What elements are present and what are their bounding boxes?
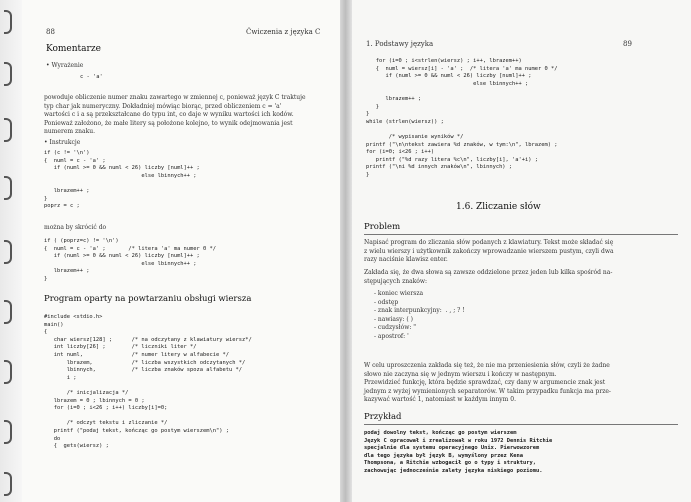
- text-line: [44, 180, 200, 188]
- text-line: lbrazem, /* liczba wszystkich odczytanych */: [44, 359, 246, 366]
- text-line: { numl = c - 'a' ;: [44, 157, 106, 164]
- text-line: podaj dowolny tekst, kończąc go postym wierszem: [364, 430, 517, 436]
- section-title: 1.6. Zliczanie słów: [456, 202, 541, 212]
- text-line: if (numl >= 0 && numl < 26) liczby [numl]++ ;: [44, 165, 200, 172]
- separator-list: [374, 290, 465, 342]
- paragraph: [364, 362, 680, 405]
- binding-ring: [4, 420, 12, 444]
- text-line: }: [366, 103, 379, 110]
- left-page: [22, 0, 340, 502]
- text-line: lbrazem = 0 ; lbinnych = 0 ;: [44, 397, 145, 404]
- text-line: }: [44, 275, 48, 282]
- binding-ring: [4, 176, 12, 200]
- bullet-text: • Wyrażenie: [46, 62, 84, 69]
- running-head: Ćwiczenia z języka C: [246, 28, 321, 36]
- text-line: zachowując jednocześnie zalety języka niskiego poziomu.: [364, 467, 543, 474]
- text-line: - apostrof: ': [374, 332, 409, 340]
- text-line: - odstęp: [374, 298, 399, 306]
- text-line: specjalnie dla systemu operacyjnego Unix. Pierwowzorem: [364, 445, 540, 452]
- section-heading: Program oparty na powtarzaniu obsługi wiersza: [44, 294, 252, 304]
- text-line: poprz = c ;: [44, 203, 80, 210]
- code-block: [44, 314, 252, 451]
- text-line: }: [366, 171, 370, 178]
- text-line: if (c != '\n'): [44, 150, 90, 156]
- text-line: stępujących znaków:: [364, 277, 428, 285]
- code-block: [44, 150, 200, 211]
- text-line: lbrazem++ ;: [366, 95, 422, 102]
- text-line: printf ("\n\ntekst zawiera %d znaków, w tym:\n", lbrazem) ;: [366, 141, 558, 148]
- text-line: char wiersz[128] ; /* na odczytany z klawiatury wiersz*/: [44, 336, 252, 343]
- text-line: /* odczyt tekstu i zliczanie */: [44, 420, 168, 427]
- text-line: do: [44, 435, 61, 442]
- heading-rule: [364, 234, 678, 235]
- text-line: Zakłada się, że dwa słowa są zawsze oddzielone przez jeden lub kilka spośród na-: [364, 269, 613, 276]
- page-number: 88: [46, 28, 55, 36]
- text-line: /* inicjalizacja */: [44, 389, 129, 396]
- text-line: [366, 88, 557, 96]
- page-number: 89: [623, 40, 632, 48]
- text-line: { numl = c - 'a' ; /* litera 'a' ma numer 0 */: [44, 245, 217, 252]
- bullet-text: • Instrukcje: [44, 139, 81, 146]
- text-line: }: [366, 111, 370, 118]
- text-line: lbinnych, /* liczba znaków spoza alfabetu */: [44, 367, 242, 374]
- text-line: - cudzysłów: ": [374, 324, 417, 332]
- text-line: else lbinnych++ ;: [366, 80, 529, 87]
- text-line: int numl, /* numer litery w alfabecie */: [44, 351, 229, 358]
- code-block: [44, 238, 216, 284]
- running-head: 1. Podstawy języka: [366, 40, 434, 48]
- text-line: { gets(wiersz) ;: [44, 443, 109, 450]
- binding-ring: [4, 472, 12, 496]
- section-title: Komentarze: [46, 44, 101, 54]
- text-line: jednym z wyżej wymienionych separatorów. W takim przypadku funkcja ma prze-: [364, 387, 611, 395]
- text-line: [44, 413, 252, 421]
- text-line: Thompsona, a Ritchie wzbogacił go o typy i struktury,: [364, 460, 537, 467]
- binding-ring: [4, 360, 12, 384]
- text-line: { numl = wiersz[i] - 'a' ; /* litera 'a' ma numer 0 */: [366, 65, 558, 72]
- text-line: - nawiasy: ( ): [374, 315, 413, 323]
- text-line: lbrazem++ ;: [44, 187, 90, 194]
- text-line: typ char jak numeryczny. Dokładniej mówiąc biorąc, przed obliczeniem c = 'a': [44, 102, 282, 110]
- text-line: while (strlen(wiersz)) ;: [366, 118, 444, 125]
- text-line: Ponieważ założono, że małe litery są położone kolejno, to wynik odejmowania jest: [44, 119, 293, 127]
- heading-rule: [364, 424, 678, 425]
- text-line: i ;: [44, 374, 77, 381]
- paragraph: można by skrócić do: [44, 224, 107, 231]
- text-line: if ( (poprz=c) != '\n'): [44, 238, 119, 244]
- text-line: Przewidzieć funkcję, która będzie sprawdzać, czy dany w argumencie znak jest: [364, 379, 606, 387]
- binding-ring: [4, 240, 12, 264]
- text-line: {: [44, 329, 48, 336]
- subsection-heading: Przykład: [364, 412, 402, 422]
- text-line: printf ("podaj tekst, kończąc go postym wierszem\n") ;: [44, 427, 229, 434]
- text-line: powoduje obliczenie numer znaku zawartego w zmiennej c, ponieważ język C traktuje: [44, 94, 306, 101]
- book-gutter: [340, 0, 352, 502]
- text-line: W celu uproszczenia zakłada się też, że nie ma przeniesienia słów, czyli że żadne: [364, 362, 610, 369]
- text-line: #include <stdio.h>: [44, 314, 103, 320]
- text-line: /* wypisanie wyników */: [366, 133, 464, 140]
- text-line: else lbinnych++ ;: [44, 260, 197, 267]
- binding-ring: [4, 118, 12, 142]
- text-line: z wielu wierszy i użytkownik zakończy wprowadzanie wierszem pustym, czyli dwa: [364, 247, 614, 255]
- text-line: lbrazem++ ;: [44, 268, 90, 275]
- text-line: if (numl >= 0 && numl < 26) liczby [numl]++ ;: [44, 253, 200, 260]
- text-line: Język C opracował i zrealizował w roku 1972 Dennis Ritchie: [364, 437, 553, 444]
- text-line: [366, 126, 557, 134]
- binding-ring: [4, 62, 12, 86]
- binding-ring: [4, 300, 12, 324]
- expression: c - 'a': [80, 74, 103, 80]
- text-line: słowo nie zaczyna się w jednym wierszu i kończy w następnym.: [364, 370, 557, 378]
- binding-ring: [4, 10, 12, 34]
- text-line: int liczby[26] ; /* liczniki liter */: [44, 344, 197, 351]
- text-line: else lbinnych++ ;: [44, 172, 197, 179]
- text-line: numerem znaku.: [44, 128, 95, 136]
- subsection-heading: Problem: [364, 222, 401, 232]
- paragraph: [44, 94, 334, 137]
- text-line: kazywać wartość 1, natomiast w każdym innym 0.: [364, 396, 516, 404]
- text-line: }: [44, 195, 48, 202]
- text-line: - znak interpunkcyjny: . , ; ? !: [374, 307, 465, 315]
- text-line: wartości c i a są przekształcane do typu int, co daje w wyniku wartości ich kodów.: [44, 111, 294, 119]
- text-line: razy naciśnie klawisz enter.: [364, 256, 448, 264]
- text-line: for (i=0 ; i<26 ; i++) liczby[i]=0;: [44, 405, 168, 412]
- text-line: if (numl >= 0 && numl < 26) liczby [numl]++ ;: [366, 73, 532, 80]
- text-line: Napisać program do zliczania słów podanych z klawiatury. Tekst może składać się: [364, 239, 614, 246]
- text-line: printf ("%d razy litera %c\n", liczby[i], 'a'+i) ;: [366, 156, 539, 163]
- text-line: printf ("\ni %d innych znaków\n", lbinnych) ;: [366, 164, 513, 171]
- text-line: for (i=0; i<26 ; i++): [366, 149, 435, 156]
- example-output: [364, 430, 552, 476]
- text-line: dla tego języka był język B, wymyślony przez Kena: [364, 452, 524, 459]
- code-block: [366, 58, 557, 180]
- ring-binding: [0, 0, 22, 502]
- text-line: [44, 382, 252, 390]
- paragraph: [364, 269, 680, 286]
- paragraph: [364, 239, 680, 265]
- text-line: for (i=0 ; i<strlen(wiersz) ; i++, lbrazem++): [366, 58, 522, 64]
- text-line: - koniec wiersza: [374, 290, 424, 297]
- text-line: main(): [44, 321, 64, 328]
- right-page: [352, 0, 691, 502]
